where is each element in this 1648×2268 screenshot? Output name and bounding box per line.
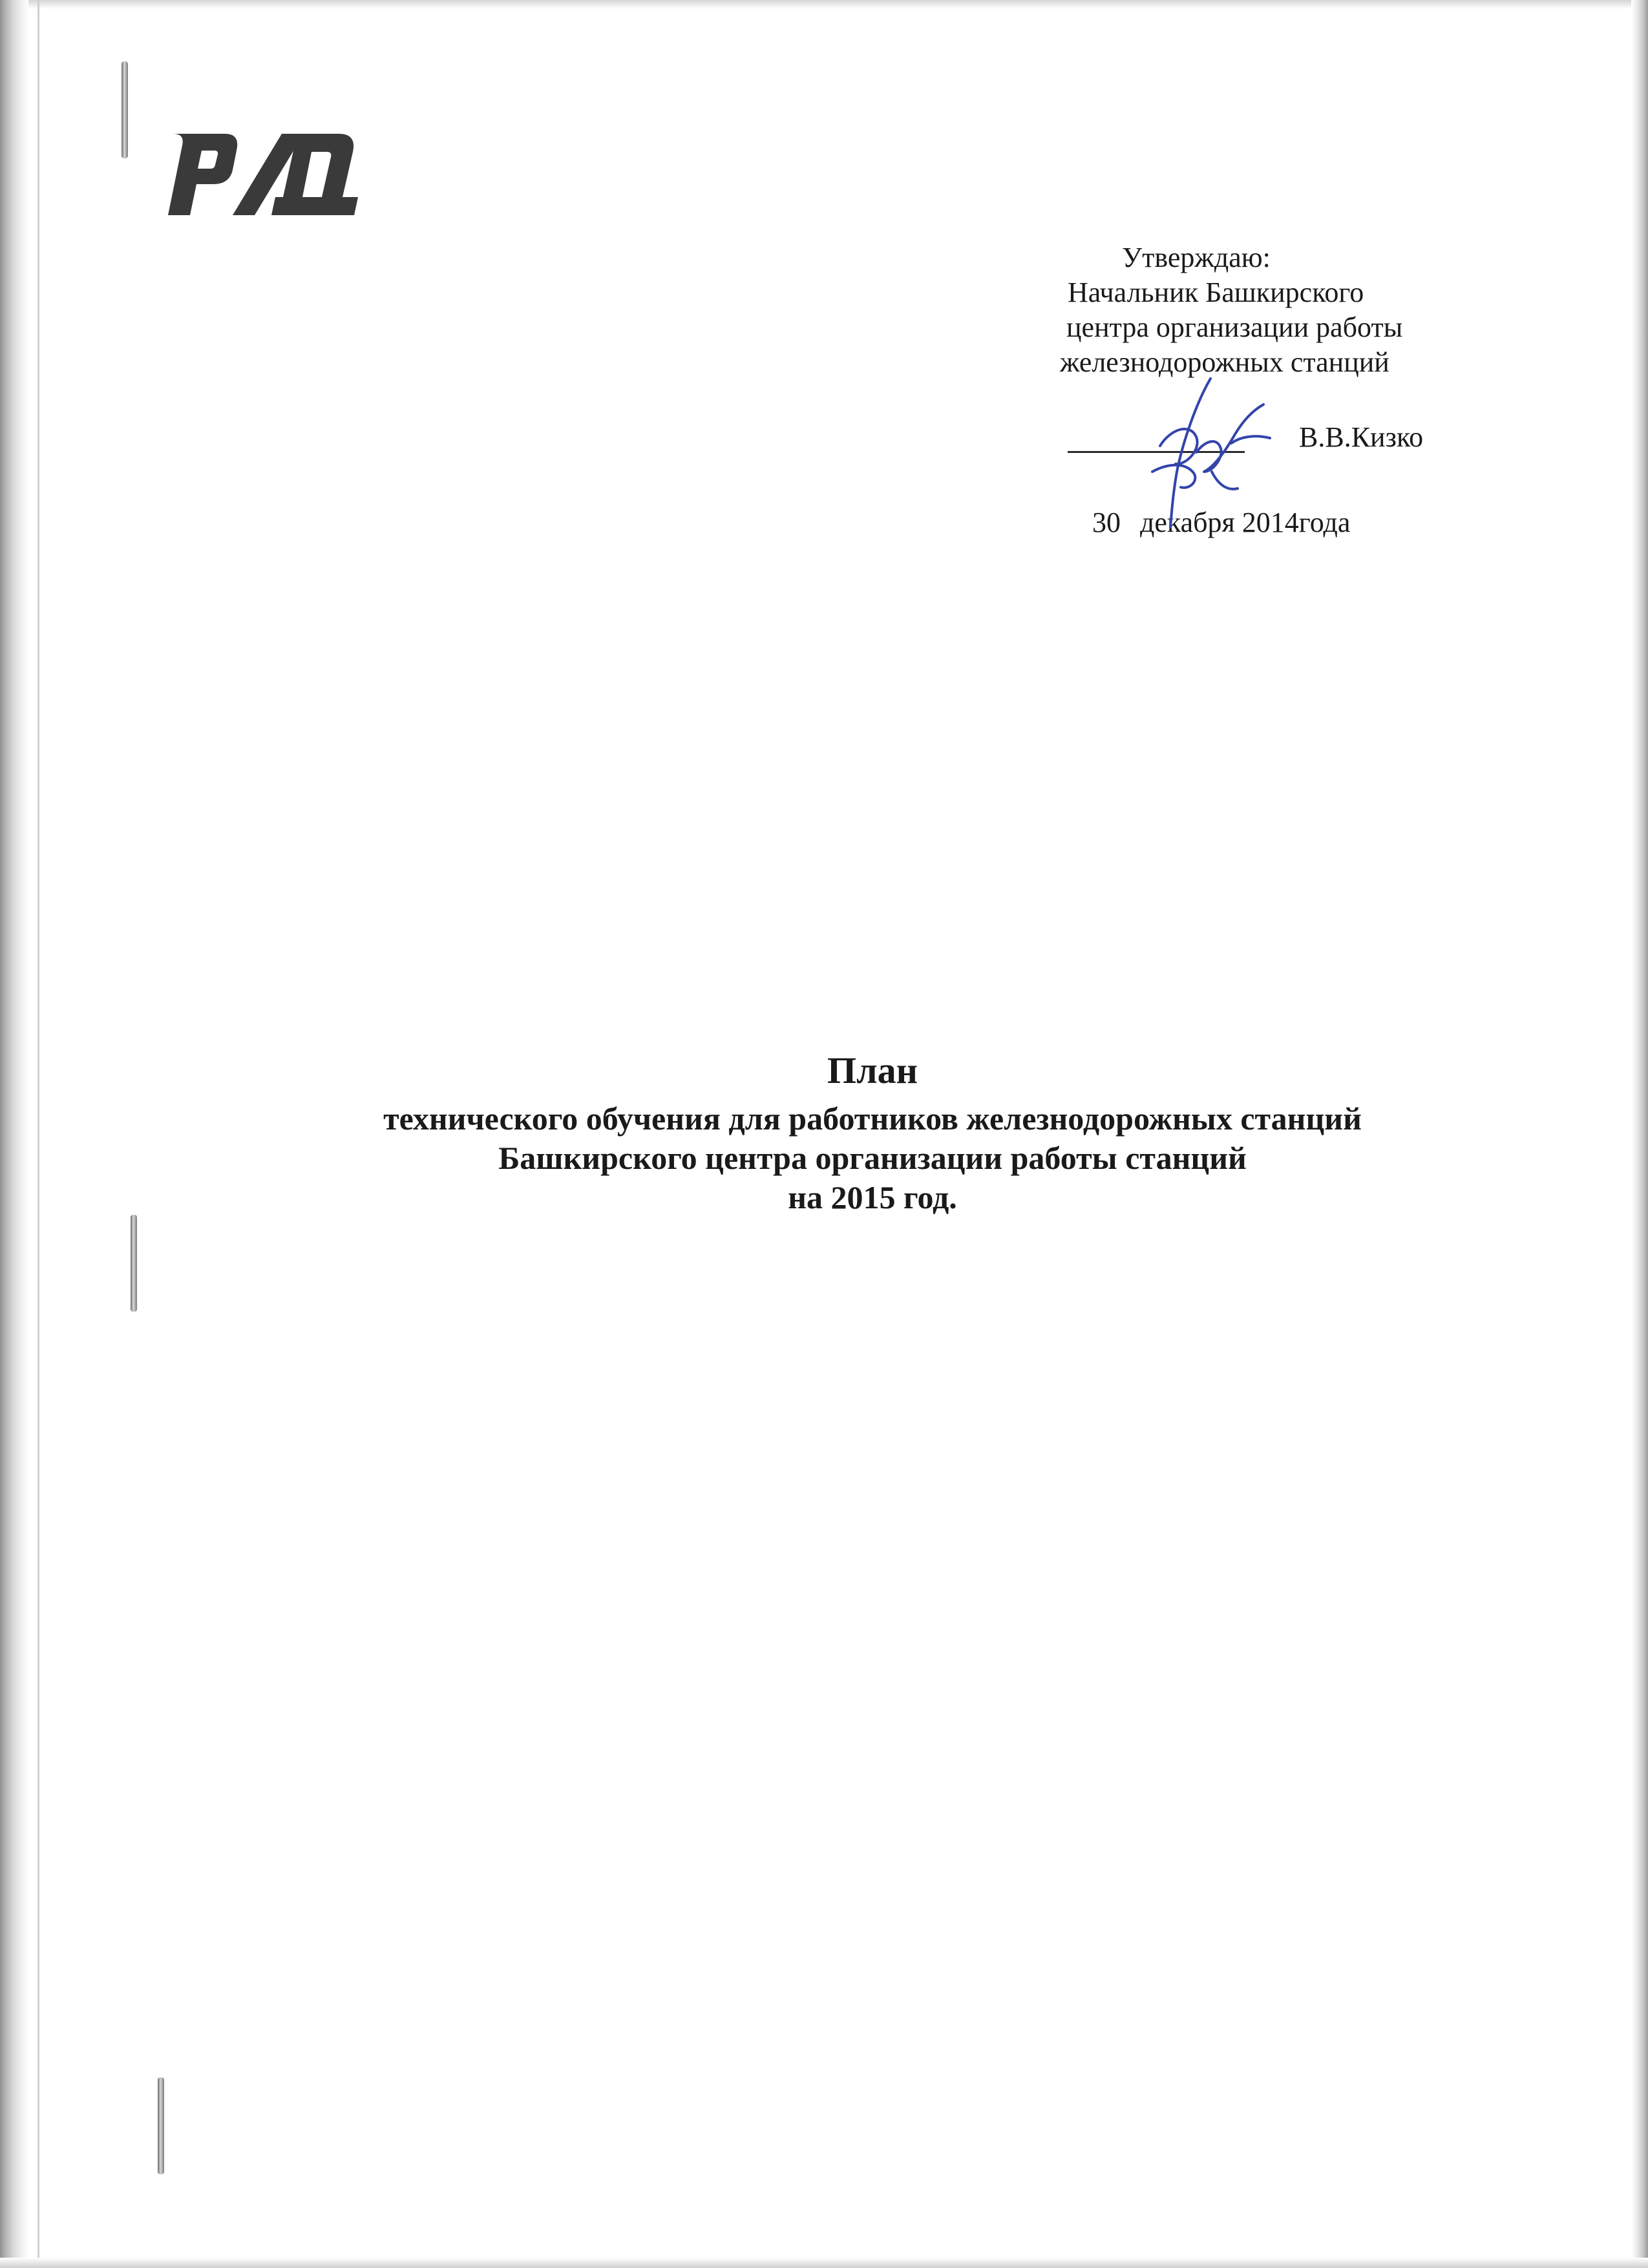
- page-edge-top: [0, 0, 1648, 9]
- page-edge-right: [1631, 0, 1648, 2268]
- title-main: План: [827, 1049, 918, 1091]
- approver-position-line-1: Начальник Башкирского: [1068, 277, 1364, 309]
- signature-row: [1053, 406, 1545, 465]
- page-edge-bottom: [0, 2258, 1648, 2268]
- approval-date-day: 30: [1092, 507, 1121, 539]
- title-line-2: Башкирского центра организации работы станций: [498, 1139, 1247, 1176]
- approval-heading: Утверждаю:: [1122, 242, 1271, 273]
- document-title: [194, 1050, 1551, 1217]
- page-edge-left: [0, 0, 28, 2268]
- approver-position-line-2: центра организации работы: [1066, 311, 1403, 344]
- page-edge-left-shadow: [37, 0, 39, 2268]
- staple-icon: [131, 1215, 137, 1312]
- signatory-name: В.В.Кизко: [1299, 421, 1424, 454]
- approval-date: [1053, 505, 1545, 540]
- handwritten-signature-icon: [1134, 375, 1276, 530]
- approval-date-month-year: декабря 2014года: [1140, 507, 1351, 539]
- rzd-logo-icon: [168, 120, 362, 216]
- staple-icon: [121, 61, 128, 158]
- title-line-1: технического обучения для работников железнодорожных станций: [383, 1100, 1362, 1137]
- approval-block: [1053, 240, 1545, 541]
- approver-position-line-3: железнодорожных станций: [1060, 346, 1389, 379]
- title-line-3: на 2015 год.: [788, 1179, 957, 1215]
- staple-icon: [158, 2077, 164, 2174]
